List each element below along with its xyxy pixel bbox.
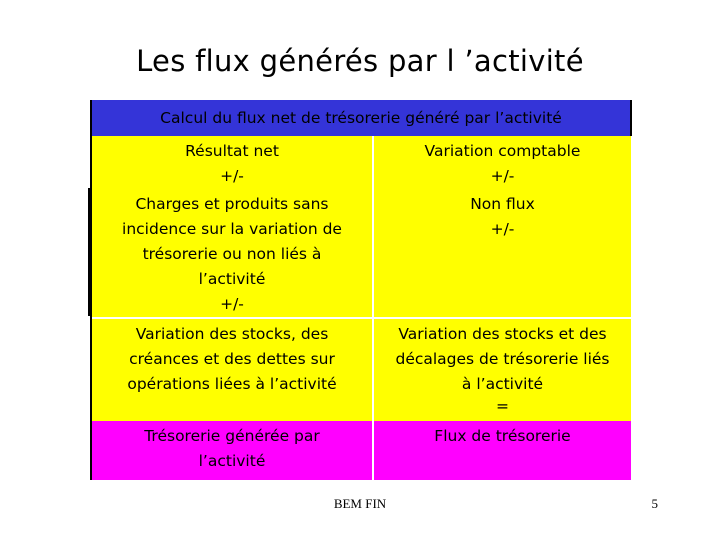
table-cell-operating-cash xyxy=(91,421,373,480)
cell-line: l’activité xyxy=(198,270,266,288)
cell-line: Charges et produits sans xyxy=(135,195,329,213)
left-border-accent xyxy=(88,188,91,316)
cell-line: Variation des stocks et des xyxy=(398,325,607,343)
cell-line: +/- xyxy=(490,220,515,238)
cell-line: +/- xyxy=(220,167,244,185)
table-header: Calcul du flux net de trésorerie généré par l’activité xyxy=(91,100,631,136)
table-cell-accounting-variation xyxy=(373,136,631,189)
table-cell-working-capital xyxy=(91,318,373,421)
cell-line: l’activité xyxy=(198,452,266,470)
cell-line: trésorerie ou non liés à xyxy=(142,245,322,263)
cell-line: Flux de trésorerie xyxy=(434,427,571,445)
cell-line: créances et des dettes sur xyxy=(129,350,335,368)
footer-text: BEM FIN xyxy=(333,496,387,511)
cell-line: = xyxy=(496,397,509,415)
cell-line: incidence sur la variation de xyxy=(122,220,342,238)
cell-line: +/- xyxy=(490,167,515,185)
slide-title: Les flux générés par l ’activité xyxy=(136,44,584,78)
cell-line: Variation des stocks, des xyxy=(135,325,329,343)
table-cell-cash-flow xyxy=(373,421,631,480)
table-cell-result xyxy=(91,136,373,189)
cell-line: Résultat net xyxy=(185,142,279,160)
cell-line: Non flux xyxy=(470,195,535,213)
cell-line: décalages de trésorerie liés xyxy=(395,350,610,368)
table-cell-non-cash-items xyxy=(91,189,373,318)
table-cell-stock-variation xyxy=(373,318,631,421)
cell-line: à l’activité xyxy=(461,375,544,393)
cash-flow-table xyxy=(90,100,632,480)
cell-line: opérations liées à l’activité xyxy=(127,375,337,393)
cell-line: Variation comptable xyxy=(424,142,581,160)
cell-line: +/- xyxy=(220,295,244,313)
page-number: 5 xyxy=(651,496,658,511)
cell-line: Trésorerie générée par xyxy=(144,427,320,445)
table-cell-non-flux xyxy=(373,189,631,318)
